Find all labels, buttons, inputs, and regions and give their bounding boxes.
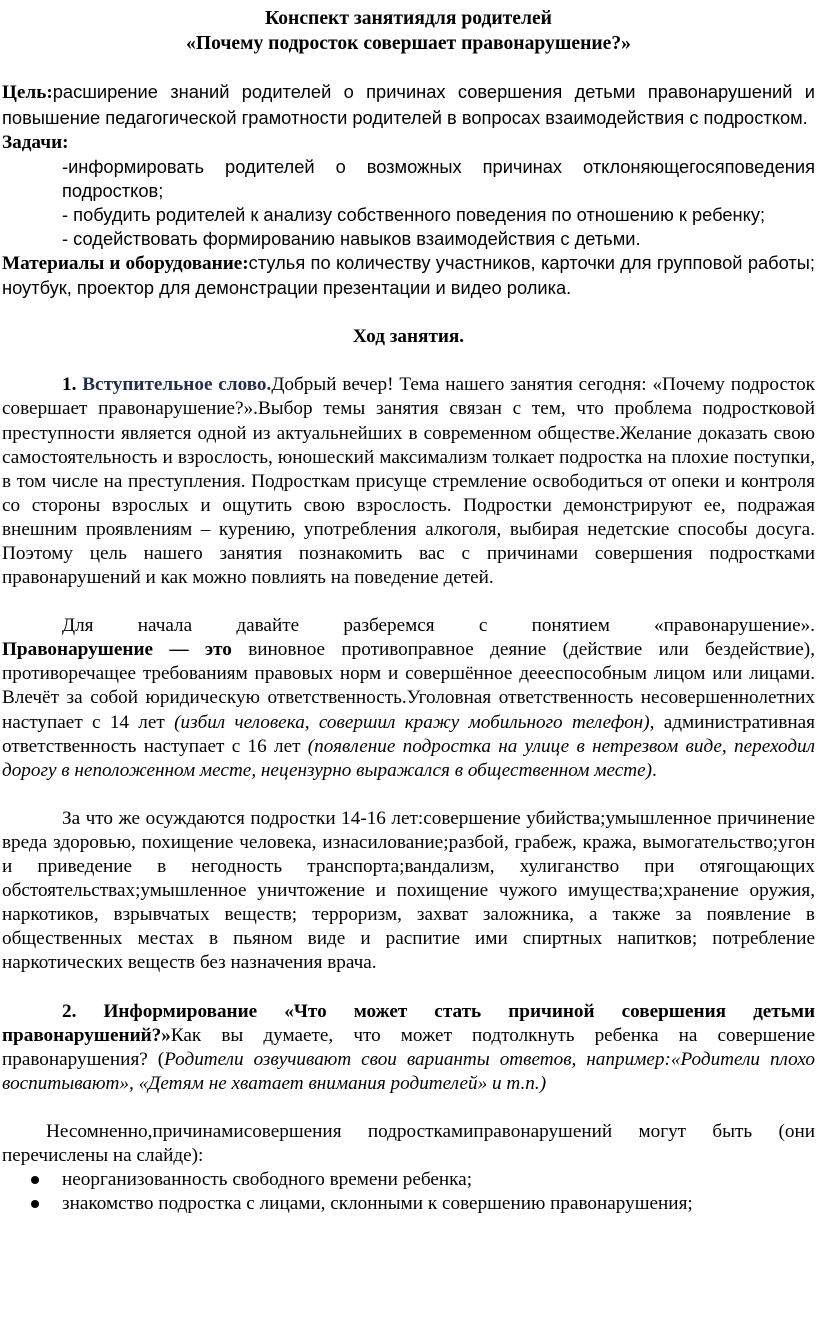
bullet-icon — [31, 1200, 39, 1208]
definition-term: Правонарушение — это — [2, 639, 232, 661]
definition-intro: Для начала давайте разберемся с понятием «правонарушение». — [62, 615, 815, 637]
section-2-label: 2. Информирование «Что может стать причиной совершения детьми правонарушений?» — [2, 1000, 815, 1046]
goal-label: Цель: — [2, 82, 53, 104]
task-item-2: - побудить родителей к анализу собственного поведения по отношению к ребенку; — [62, 203, 766, 225]
section-2-italic: Родители озвучивают свои варианты ответов, например:«Родители плохо воспитывают», «Детям не хватает внимания родителей» и т.п.) — [2, 1048, 815, 1094]
cause-item-1-text: неорганизованность свободного времени ребенка; — [62, 1169, 473, 1191]
definition-text-1: виновное противоправное деяние (действие или бездействие), противоречащее требованиям правовых норм и совершённое деееспособным лицом или лицами. Влечёт за собой юридическую ответственность.Уголовная ответственность несовершеннолетних наступает с 14 лет — [2, 639, 815, 733]
section-1-text: Добрый вечер! Тема нашего занятия сегодня: «Почему подросток совершает правонарушение?».Выбор темы занятия связан с тем, что проблема подростковой преступности является одной из актуальнейших в современном обществе.Желание доказать свою самостоятельность и взрослость, юношеский максимализм толкает подростка на плохие поступки, в том числе на преступления. Подросткам присуще стремление освободиться от опеки и контроля со стороны взрослых и ощутить свою взрослость. Подростки демонстрируют ее, подражая внешним проявлениям – курению, употребления алкоголя, выбирая недетские способы досуга. Поэтому цель нашего занятия познакомить вас с причинами совершения подростками правонарушений и как можно повлиять на поведение детей. — [2, 374, 816, 589]
materials-text: стулья по количеству участников, карточки для групповой работы; ноутбук, проектор для демонстрации презентации и видео ролика. — [2, 252, 815, 299]
task-item-1: -информировать родителей о возможных причинах отклоняющегосяповедения подростков; — [62, 155, 815, 201]
bullet-icon — [31, 1176, 39, 1184]
title-line-2: «Почему подросток совершает правонарушение?» — [186, 33, 631, 55]
goal-text: расширение знаний родителей о причинах совершения детьми правонарушений и повышение педагогической грамотности родителей в вопросах взаимодействия с подростком. — [2, 81, 815, 128]
course-heading: Ход занятия. — [352, 326, 465, 348]
task-item-3: - содействовать формированию навыков взаимодействия с детьми. — [62, 227, 641, 249]
cause-item-2-text: знакомство подростка с лицами, склонными к совершению правонарушения; — [62, 1193, 693, 1215]
definition-text-2: , административная ответственность наступает с 16 лет — [2, 711, 815, 757]
section-1-paragraph — [2, 373, 815, 590]
cause-item-2 — [2, 1192, 815, 1216]
title-line-1: Конспект занятиядля родителей — [265, 8, 552, 29]
cause-item-1 — [2, 1168, 815, 1192]
tasks-label: Задачи: — [2, 131, 69, 153]
section-2-paragraph — [2, 1000, 815, 1096]
definition-text-3: . — [652, 759, 657, 781]
crimes-paragraph: За что же осуждаются подростки 14-16 лет:совершение убийства;умышленное причинение вреда здоровью, похищение человека, изнасилование;разбой, грабеж, кража, вымогательство;угон и приведение в негодность транспорта;вандализм, хулиганство при отягощающих обстоятельствах;умышленное уничтожение и похищение чужого имущества;хранение оружия, наркотиков, взрывчатых веществ; терроризм, захват заложника, а также за появление в общественных местах в пьяном виде и распитие ими спиртных напитков; потребление наркотических веществ без назначения врача. — [2, 807, 815, 974]
causes-intro: Несомненно,причинамисовершения подросткамиправонарушений могут быть (они перечислены на слайде): — [2, 1120, 815, 1166]
definition-example-1: (избил человека, совершил кражу мобильного телефон) — [174, 711, 650, 733]
section-1-number: 1. — [62, 374, 77, 396]
definition-example-2: (появление подростка на улице в нетрезвом виде, переходил дорогу в неположенном месте, нецензурно выражался в общественном месте) — [2, 735, 816, 781]
section-2-text: Как вы думаете, что может подтолкнуть ребенка на совершение правонарушения? ( — [2, 1024, 815, 1070]
section-1-label: Вступительное слово. — [82, 374, 272, 396]
materials-label: Материалы и оборудование: — [2, 253, 249, 275]
goal-paragraph — [2, 80, 815, 130]
materials-paragraph — [2, 251, 815, 301]
document-title — [2, 6, 815, 56]
definition-paragraph — [2, 638, 815, 783]
